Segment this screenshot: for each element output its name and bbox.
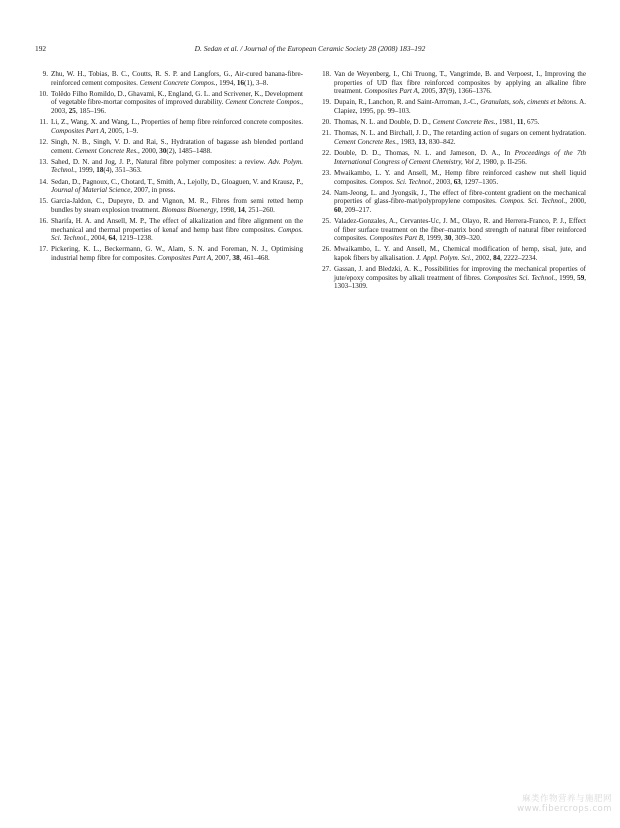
reference-item	[35, 245, 303, 262]
reference-number: 15.	[39, 197, 48, 206]
reference-item	[318, 189, 586, 215]
reference-number: 19.	[322, 98, 331, 107]
reference-text: Van de Weyenberg, I., Chi Truong, T., Vangrimde, B. and Verpoest, I., Improving the properties of UD flax fibre reinforced composites by applying an alkaline fibre treatment. Composites Part A, 2005, 37(9), 1366–1376.	[334, 70, 586, 96]
references-left-column	[35, 70, 303, 265]
reference-item	[35, 217, 303, 243]
reference-number: 24.	[322, 188, 331, 197]
running-head: D. Sedan et al. / Journal of the European Ceramic Society 28 (2008) 183–192	[194, 44, 426, 53]
reference-item	[35, 197, 303, 214]
reference-item	[318, 149, 586, 166]
reference-item	[35, 138, 303, 155]
reference-text: Thomas, N. L. and Double, D. D., Cement Concrete Res., 1981, 11, 675.	[334, 118, 540, 127]
reference-text: Sharifa, H. A. and Ansell, M. P., The effect of alkalization and fibre alignment on the mechanical and thermal properties of kenaf and hemp bast fibre composites. Compos. Sci. Technol., 2004, 64, 1219–1238.	[51, 217, 303, 243]
reference-text: Nam-Jeong, L. and Jyongsik, J., The effect of fibre-content gradient on the mechanical properties of glass-fibre-mat/polypropylene composites. Compos. Sci. Technol., 2000, 60, 209–217.	[334, 188, 586, 214]
reference-item	[35, 70, 303, 87]
reference-number: 11.	[39, 118, 48, 127]
reference-text: Sedan, D., Pagnoux, C., Chotard, T., Smith, A., Lejolly, D., Gloaguen, V. and Krausz, P., Journal of Material Science, 2007, in press.	[51, 177, 303, 195]
reference-number: 27.	[322, 265, 331, 274]
reference-number: 16.	[39, 217, 48, 226]
reference-item	[318, 118, 586, 127]
reference-number: 14.	[39, 177, 48, 186]
reference-item	[318, 98, 586, 115]
reference-text: Li, Z., Wang, X. and Wang, L., Properties of hemp fibre reinforced concrete composites. Composites Part A, 2005, 1–9.	[51, 118, 303, 135]
reference-number: 26.	[322, 245, 331, 254]
reference-text: Mwaikambo, L. Y. and Ansell, M., Hemp fibre reinforced cashew nut shell liquid composites. Compos. Sci. Technol., 2003, 63, 1297–1305.	[334, 168, 586, 186]
reference-item	[318, 265, 586, 291]
page-header	[35, 44, 585, 56]
reference-number: 20.	[322, 118, 331, 127]
reference-number: 12.	[39, 137, 48, 146]
site-watermark	[517, 794, 612, 814]
reference-text: Double, D. D., Thomas, N. L. and Jameson, D. A., In Proceedings of the 7th International Congress of Cement Chemistry, Vol 2, 1980, p. II-256.	[334, 149, 587, 166]
reference-number: 17.	[39, 245, 48, 254]
reference-item	[318, 70, 586, 96]
reference-number: 10.	[39, 89, 48, 98]
reference-number: 21.	[322, 129, 331, 138]
reference-item	[318, 217, 586, 243]
reference-number: 18.	[322, 70, 331, 78]
reference-text: Tolêdo Filho Romildo, D., Ghavami, K., England, G. L. and Scrivener, K., Development of vegetable fibre-mortar composites of improved durability. Cement Concrete Compos., 2003, 25, 185–196.	[51, 89, 304, 115]
reference-number: 23.	[322, 168, 331, 177]
reference-item	[318, 129, 586, 146]
reference-text: Mwaikambo, L. Y. and Ansell, M., Chemical modification of hemp, sisal, jute, and kapok fibers by alkalisation. J. Appl. Polym. Sci., 2002, 84, 2222–2234.	[334, 245, 586, 263]
reference-text: Singh, N. B., Singh, V. D. and Rai, S., Hydratation of bagasse ash blended portland cement. Cement Concrete Res., 2000, 30(2), 1485–1488.	[51, 137, 303, 155]
reference-item	[318, 169, 586, 186]
reference-number: 22.	[322, 149, 331, 158]
reference-text: Sahed, D. N. and Jog, J. P., Natural fibre polymer composites: a review. Adv. Polym. Technol., 1999, 18(4), 351–363.	[51, 157, 303, 175]
reference-item	[35, 178, 303, 195]
reference-text: Garcia-Jaldon, C., Dupeyre, D. and Vignon, M. R., Fibres from semi retted hemp bundles by steam explosion treatment. Biomass Bioenergy, 1998, 14, 251–260.	[51, 197, 303, 214]
reference-text: Valadez-Gonzales, A., Cervantes-Uc, J. M., Olayo, R. and Herrera-Franco, P. J., Effect of fiber surface treatment on the fiber–matrix bond strength of natural fiber reinforced composites. Composites Part B, 1999, 30, 309–320.	[334, 217, 586, 243]
watermark-line-2: www.fibercrops.com	[517, 804, 612, 814]
reference-item	[318, 245, 586, 262]
references-right-column	[318, 70, 586, 294]
reference-item	[35, 158, 303, 175]
reference-number: 25.	[322, 217, 331, 226]
reference-number: 13.	[39, 157, 48, 166]
reference-text: Gassan, J. and Bledzki, A. K., Possibilities for improving the mechanical properties of jute/epoxy composites by alkali treatment of fibres. Composites Sci. Technol., 1999, 59, 1303–1309.	[334, 265, 587, 291]
reference-text: Thomas, N. L. and Birchall, J. D., The retarding action of sugars on cement hydratation. Cement Concrete Res., 1983, 13, 830–842.	[334, 129, 586, 146]
reference-text: Zhu, W. H., Tobias, B. C., Coutts, R. S. P. and Langfors, G., Air-cured banana-fibre-reinforced cement composites. Cement Concrete Compos., 1994, 16(1), 3–8.	[51, 70, 303, 87]
reference-item	[35, 90, 303, 116]
reference-text: Dupain, R., Lanchon, R. and Saint-Arroman, J.-C., Granulats, sols, ciments et bétons. A. Clapiez, 1995, pp. 99–103.	[334, 98, 587, 115]
reference-number: 9.	[42, 70, 48, 78]
page-number: 192	[35, 44, 47, 53]
watermark-line-1: 麻类作物营养与施肥网	[521, 794, 612, 804]
reference-text: Pickering, K. L., Beckermann, G. W., Alam, S. N. and Foreman, N. J., Optimising industrial hemp fibre for composites. Composites Part A, 2007, 38, 461–468.	[51, 245, 303, 263]
reference-item	[35, 118, 303, 135]
